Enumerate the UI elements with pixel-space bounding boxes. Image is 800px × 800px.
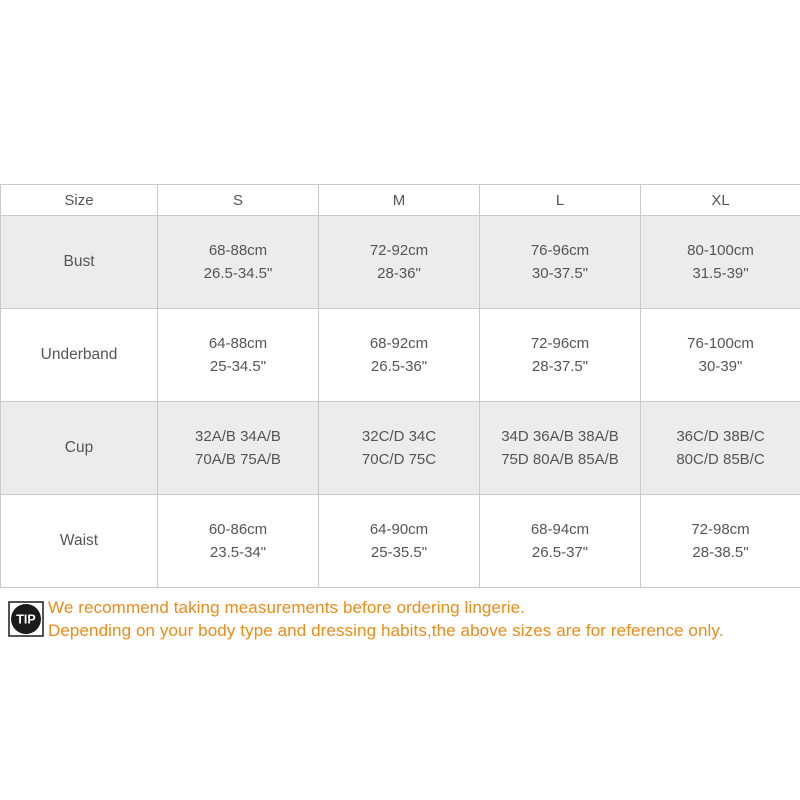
table-cell	[319, 216, 480, 309]
cell-eu-size: 70A/B 75A/B	[195, 451, 281, 468]
cell-metric: 60-86cm	[208, 521, 268, 538]
cell-imperial: 31.5-39"	[692, 265, 749, 282]
table-cell	[641, 495, 800, 588]
cell-imperial: 25-35.5"	[370, 544, 428, 561]
cell-imperial: 23.5-34"	[209, 544, 267, 561]
cell-metric: 68-92cm	[369, 335, 429, 352]
row-label: Bust	[1, 216, 158, 309]
cell-eu-size: 80C/D 85B/C	[676, 451, 765, 468]
table-cell	[158, 495, 319, 588]
table-cell	[158, 402, 319, 495]
cell-us-size: 34D 36A/B 38A/B	[501, 428, 619, 445]
cell-metric: 76-100cm	[687, 335, 754, 352]
table-body	[1, 216, 800, 588]
table-cell	[480, 402, 641, 495]
tip-line-2: Depending on your body type and dressing habits,the above sizes are for reference only.	[48, 621, 724, 640]
header-s: S	[158, 185, 319, 216]
cell-metric: 72-92cm	[369, 242, 429, 259]
size-chart-table	[0, 184, 800, 588]
cell-metric: 76-96cm	[530, 242, 590, 259]
table-cell	[641, 402, 800, 495]
cell-us-size: 36C/D 38B/C	[676, 428, 765, 445]
cell-metric: 68-88cm	[208, 242, 268, 259]
header-l: L	[480, 185, 641, 216]
header-m: M	[319, 185, 480, 216]
table-cell	[480, 309, 641, 402]
cell-metric: 72-96cm	[530, 335, 590, 352]
tip-line-1: We recommend taking measurements before ordering lingerie.	[48, 598, 525, 617]
table-row-bust	[1, 216, 800, 309]
cell-imperial: 26.5-36"	[370, 358, 428, 375]
table-cell	[158, 216, 319, 309]
header-row	[1, 185, 800, 216]
table-cell	[158, 309, 319, 402]
table-cell	[641, 309, 800, 402]
cell-imperial: 30-39"	[698, 358, 743, 375]
table-cell	[319, 495, 480, 588]
table-header	[1, 185, 800, 216]
cell-eu-size: 70C/D 75C	[361, 451, 437, 468]
cell-metric: 68-94cm	[530, 521, 590, 538]
cell-imperial: 28-38.5"	[692, 544, 749, 561]
cell-eu-size: 75D 80A/B 85A/B	[501, 451, 619, 468]
cell-imperial: 25-34.5"	[209, 358, 267, 375]
table-cell	[319, 309, 480, 402]
cell-metric: 72-98cm	[691, 521, 750, 538]
cell-imperial: 26.5-34.5"	[203, 265, 273, 282]
cell-metric: 80-100cm	[687, 242, 754, 259]
cell-metric: 64-88cm	[208, 335, 268, 352]
cell-imperial: 28-36"	[377, 265, 421, 282]
table-cell	[641, 216, 800, 309]
table-cell	[319, 402, 480, 495]
row-label: Cup	[1, 402, 158, 495]
cell-us-size: 32C/D 34C	[361, 428, 437, 445]
table-cell	[480, 216, 641, 309]
row-label: Underband	[1, 309, 158, 402]
table-cell	[480, 495, 641, 588]
header-size: Size	[1, 185, 158, 216]
table-row-cup	[1, 402, 800, 495]
cell-imperial: 28-37.5"	[531, 358, 589, 375]
table-row-waist	[1, 495, 800, 588]
tip-badge-text: TIP	[16, 612, 36, 627]
cell-us-size: 32A/B 34A/B	[195, 428, 281, 445]
cell-metric: 64-90cm	[369, 521, 429, 538]
row-label: Waist	[1, 495, 158, 588]
cell-imperial: 30-37.5"	[531, 265, 589, 282]
header-xl: XL	[641, 185, 800, 216]
tip-icon	[8, 601, 44, 637]
table-row-underband	[1, 309, 800, 402]
cell-imperial: 26.5-37"	[531, 544, 589, 561]
